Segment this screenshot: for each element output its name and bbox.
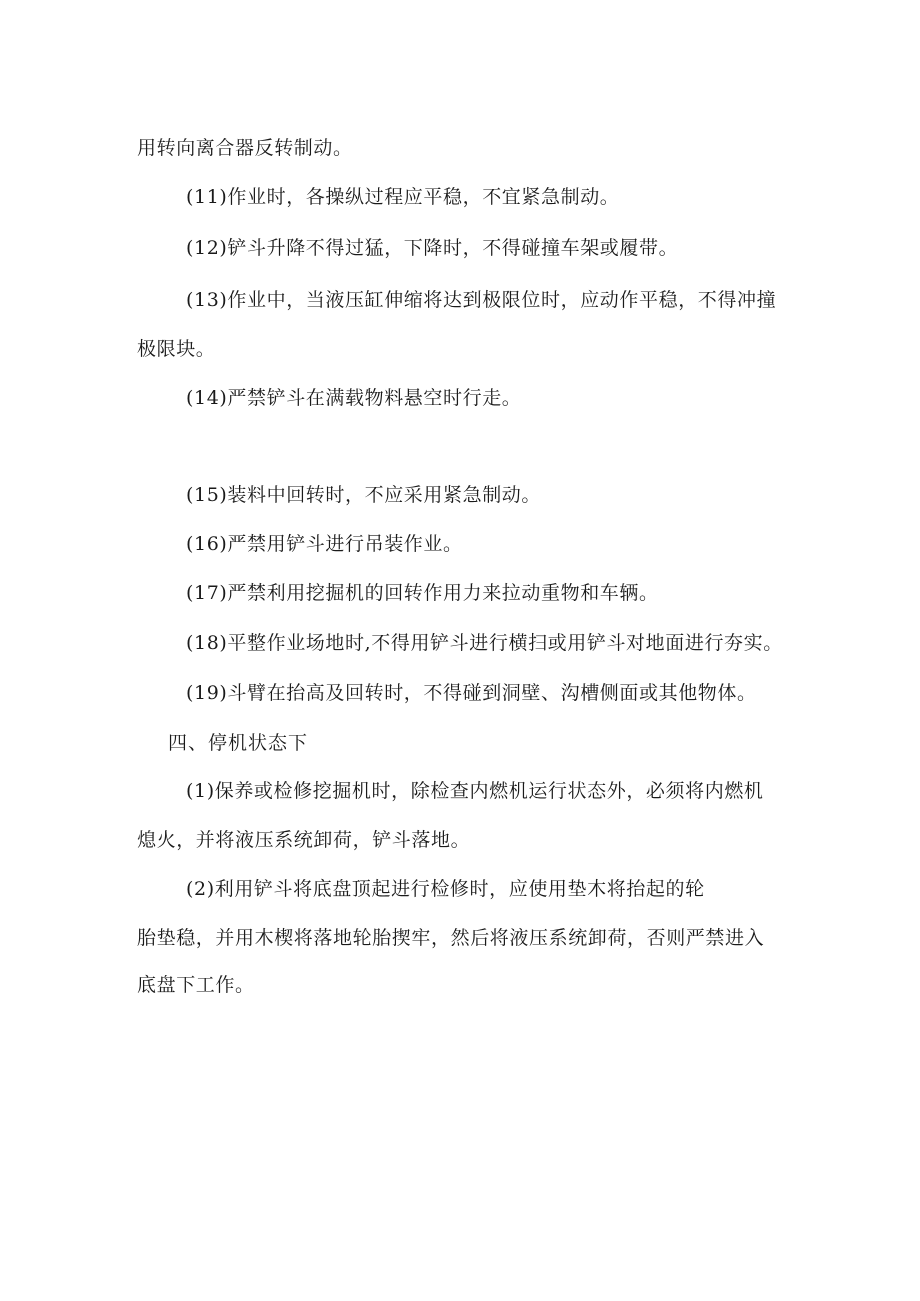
text-line-item-16: (16)严禁用铲斗进行吊装作业。	[186, 533, 463, 555]
text-line-item-11: (11)作业时，各操纵过程应平稳，不宜紧急制动。	[186, 186, 620, 208]
section-heading: 四、停机状态下	[168, 732, 309, 754]
text-line-item-1-cont: 熄火，并将液压系统卸荷，铲斗落地。	[137, 829, 471, 851]
text-line-item-13-cont: 极限块。	[137, 338, 216, 360]
text-line-item-2-cont-2: 底盘下工作。	[137, 974, 255, 996]
text-line-item-19: (19)斗臂在抬高及回转时，不得碰到洞壁、沟槽侧面或其他物体。	[186, 682, 757, 704]
text-line-item-18: (18)平整作业场地时,不得用铲斗进行横扫或用铲斗对地面进行夯实。	[186, 632, 783, 654]
text-line-item-14: (14)严禁铲斗在满载物料悬空时行走。	[186, 387, 522, 409]
text-line-item-15: (15)装料中回转时，不应采用紧急制动。	[186, 484, 542, 506]
text-line-item-2: (2)利用铲斗将底盘顶起进行检修时，应使用垫木将抬起的轮	[186, 878, 705, 900]
text-line-item-2-cont-1: 胎垫稳，并用木楔将落地轮胎揳牢，然后将液压系统卸荷，否则严禁进入	[137, 927, 765, 949]
text-line-item-12: (12)铲斗升降不得过猛，下降时，不得碰撞车架或履带。	[186, 237, 679, 259]
text-line-item-13: (13)作业中，当液压缸伸缩将达到极限位时，应动作平稳，不得冲撞	[186, 289, 777, 311]
text-line-continuation: 用转向离合器反转制动。	[137, 137, 353, 159]
text-line-item-17: (17)严禁利用挖掘机的回转作用力来拉动重物和车辆。	[186, 582, 659, 604]
text-line-item-1: (1)保养或检修挖掘机时，除检查内燃机运行状态外，必须将内燃机	[186, 780, 764, 802]
